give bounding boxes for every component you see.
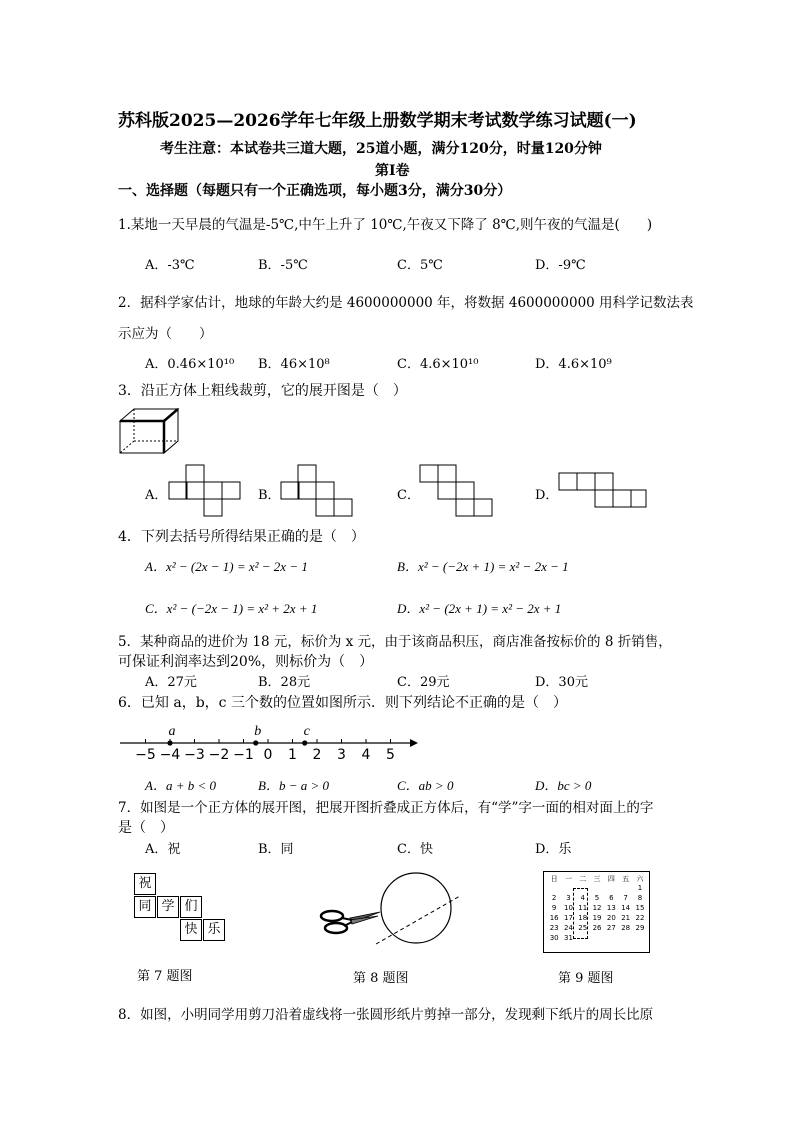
calendar-day: 23 xyxy=(549,924,559,932)
calendar-day: 3 xyxy=(566,894,571,902)
point-label-a: a xyxy=(168,724,176,739)
calendar-day: 19 xyxy=(592,914,602,922)
number-line-tick-label: 1 xyxy=(288,747,297,763)
net-cell-xue: 学 xyxy=(157,896,179,918)
q2-stem-line2: 示应为（ ） xyxy=(118,326,213,342)
calendar-day: 9 xyxy=(551,904,557,912)
q3-net-a xyxy=(168,464,242,518)
q5-stem-line1: 5．某种商品的进价为 18 元，标价为 x 元，由于该商品积压，商店准备按标价的 8 折销售， xyxy=(118,634,672,650)
number-line-tick-label: 5 xyxy=(386,747,395,763)
calendar-day: 14 xyxy=(621,904,631,912)
q3-option-d-label: D． xyxy=(535,488,559,503)
calendar-day: 31 xyxy=(563,934,573,942)
calendar-day: 2 xyxy=(551,894,557,902)
net-cell-kuai: 快 xyxy=(180,919,202,941)
number-line-tick-label: 4 xyxy=(361,747,371,763)
number-line-arrow xyxy=(410,739,418,747)
point-label-b: b xyxy=(254,724,262,739)
q5-option-c: C．29元 xyxy=(397,675,450,690)
q6-option-d: D．bc > 0 xyxy=(535,778,592,793)
point-label-c: c xyxy=(303,724,310,739)
calendar-day: 11 xyxy=(578,904,588,912)
calendar-day: 27 xyxy=(606,924,616,932)
calendar-day: 28 xyxy=(621,924,631,932)
q1-option-c: C．5℃ xyxy=(397,258,443,273)
calendar-day: 24 xyxy=(563,924,573,932)
exam-notice: 考生注意：本试卷共三道大题，25道小题，满分120分，时量120分钟 xyxy=(160,141,602,157)
figure-7-caption: 第 7 题图 xyxy=(137,969,193,984)
number-line-tick-label: 2 xyxy=(312,747,322,763)
q2-option-b: B．46×10⁸ xyxy=(258,357,330,372)
q2-option-c: C．4.6×10¹⁰ xyxy=(397,357,479,372)
net-cell-tong: 同 xyxy=(134,896,156,918)
q3-net-c xyxy=(419,464,493,518)
calendar-header: 一 xyxy=(564,875,572,883)
calendar-day: 15 xyxy=(635,904,645,912)
calendar-day: 21 xyxy=(621,914,631,922)
calendar-day: 4 xyxy=(580,894,585,902)
q3-option-b-label: B． xyxy=(258,488,281,503)
calendar-header: 四 xyxy=(607,875,615,883)
q4-option-a: A．x² − (2x − 1) = x² − 2x − 1 xyxy=(145,559,308,574)
calendar-day: 29 xyxy=(635,924,645,932)
q3-stem: 3．沿正方体上粗线裁剪，它的展开图是（ ） xyxy=(118,383,407,399)
calendar-day: 13 xyxy=(606,904,616,912)
q7-option-c: C．快 xyxy=(397,842,433,857)
volume-title: 第Ⅰ卷 xyxy=(375,163,410,179)
q3-net-b xyxy=(280,464,356,518)
q5-option-d: D．30元 xyxy=(535,675,588,690)
number-line-tick-label: −5 xyxy=(135,747,156,763)
number-line-tick-label: −3 xyxy=(184,747,205,763)
exam-title: 苏科版2025—2026学年七年级上册数学期末考试数学练习试题(一) xyxy=(118,111,637,131)
calendar-header: 二 xyxy=(579,875,587,883)
q7-option-b: B．同 xyxy=(258,842,294,857)
q5-option-a: A．27元 xyxy=(145,675,197,690)
q7-stem-line1: 7．如图是一个正方体的展开图，把展开图折叠成正方体后，有“学”字一面的相对面上的字 xyxy=(118,800,654,816)
calendar-day: 16 xyxy=(549,914,559,922)
calendar-day: 8 xyxy=(637,894,643,902)
calendar-day: 18 xyxy=(578,914,588,922)
q4-option-b: B．x² − (−2x + 1) = x² − 2x − 1 xyxy=(397,559,569,574)
q6-option-b: B．b − a > 0 xyxy=(258,778,329,793)
q8-stem: 8．如图，小明同学用剪刀沿着虚线将一张圆形纸片剪掉一部分，发现剩下纸片的周长比原 xyxy=(118,1007,654,1023)
calendar-day: 6 xyxy=(609,894,614,902)
q5-stem-line2: 可保证利润率达到20%，则标价为（ ） xyxy=(118,654,374,670)
calendar-day: 12 xyxy=(592,904,602,912)
q2-option-a: A．0.46×10¹⁰ xyxy=(145,357,235,372)
q7-option-d: D．乐 xyxy=(535,842,572,857)
net-cell-zhu: 祝 xyxy=(134,873,156,895)
q6-option-a: A．a + b < 0 xyxy=(145,778,216,793)
q3-option-a-label: A． xyxy=(145,488,168,503)
calendar-day: 26 xyxy=(592,924,602,932)
calendar-day: 10 xyxy=(563,904,573,912)
q7-option-a: A．祝 xyxy=(145,842,181,857)
q5-option-b: B．28元 xyxy=(258,675,311,690)
scissors-circle-figure xyxy=(318,872,463,947)
number-line xyxy=(118,715,423,763)
q4-stem: 4．下列去括号所得结果正确的是（ ） xyxy=(118,529,365,545)
q3-net-d xyxy=(558,472,648,510)
q1-stem: 1.某地一天早晨的气温是-5℃,中午上升了 10℃,午夜又下降了 8℃,则午夜的气温是( ) xyxy=(118,217,653,233)
q6-stem: 6．已知 a，b，c 三个数的位置如图所示．则下列结论不正确的是（ ） xyxy=(118,695,567,711)
calendar-header: 三 xyxy=(593,875,601,883)
number-line-tick-label: −1 xyxy=(233,747,254,763)
calendar-header: 日 xyxy=(550,875,558,883)
section-1-heading: 一、选择题（每题只有一个正确选项，每小题3分，满分30分） xyxy=(118,183,512,199)
calendar-day: 7 xyxy=(623,894,628,902)
q7-stem-line2: 是（ ） xyxy=(118,820,174,836)
q1-option-d: D．-9℃ xyxy=(535,258,586,273)
q4-option-c: C．x² − (−2x − 1) = x² + 2x + 1 xyxy=(145,601,318,616)
calendar-day: 30 xyxy=(549,934,559,942)
cube-figure xyxy=(118,407,180,455)
q2-stem-line1: 2．据科学家估计，地球的年龄大约是 4600000000 年，将数据 4600000000 用科学记数法表 xyxy=(118,295,694,311)
calendar-day: 22 xyxy=(635,914,645,922)
point-c xyxy=(302,740,307,745)
number-line-tick-label: −2 xyxy=(208,747,230,763)
calendar-header: 六 xyxy=(636,875,644,883)
figure-8-caption: 第 8 题图 xyxy=(353,971,409,986)
q2-option-d: D．4.6×10⁹ xyxy=(535,357,612,372)
net-cell-le: 乐 xyxy=(203,919,225,941)
figure-9-caption: 第 9 题图 xyxy=(558,971,614,986)
calendar-day: 20 xyxy=(606,914,616,922)
q1-option-b: B．-5℃ xyxy=(258,258,308,273)
calendar-day: 17 xyxy=(563,914,573,922)
q6-option-c: C．ab > 0 xyxy=(397,778,454,793)
calendar-day: 25 xyxy=(578,924,588,932)
point-b xyxy=(253,740,258,745)
number-line-tick-label: −4 xyxy=(159,747,181,763)
calendar-day: 1 xyxy=(637,884,643,892)
calendar-day: 5 xyxy=(594,894,600,902)
q3-option-c-label: C． xyxy=(397,488,420,503)
number-line-tick-label: 3 xyxy=(337,747,346,763)
calendar-header: 五 xyxy=(622,875,630,883)
q4-option-d: D．x² − (2x + 1) = x² − 2x + 1 xyxy=(397,601,562,616)
point-a xyxy=(167,740,172,745)
q1-option-a: A．-3℃ xyxy=(145,258,195,273)
number-line-tick-label: 0 xyxy=(263,747,273,763)
net-cell-men: 们 xyxy=(180,896,202,918)
